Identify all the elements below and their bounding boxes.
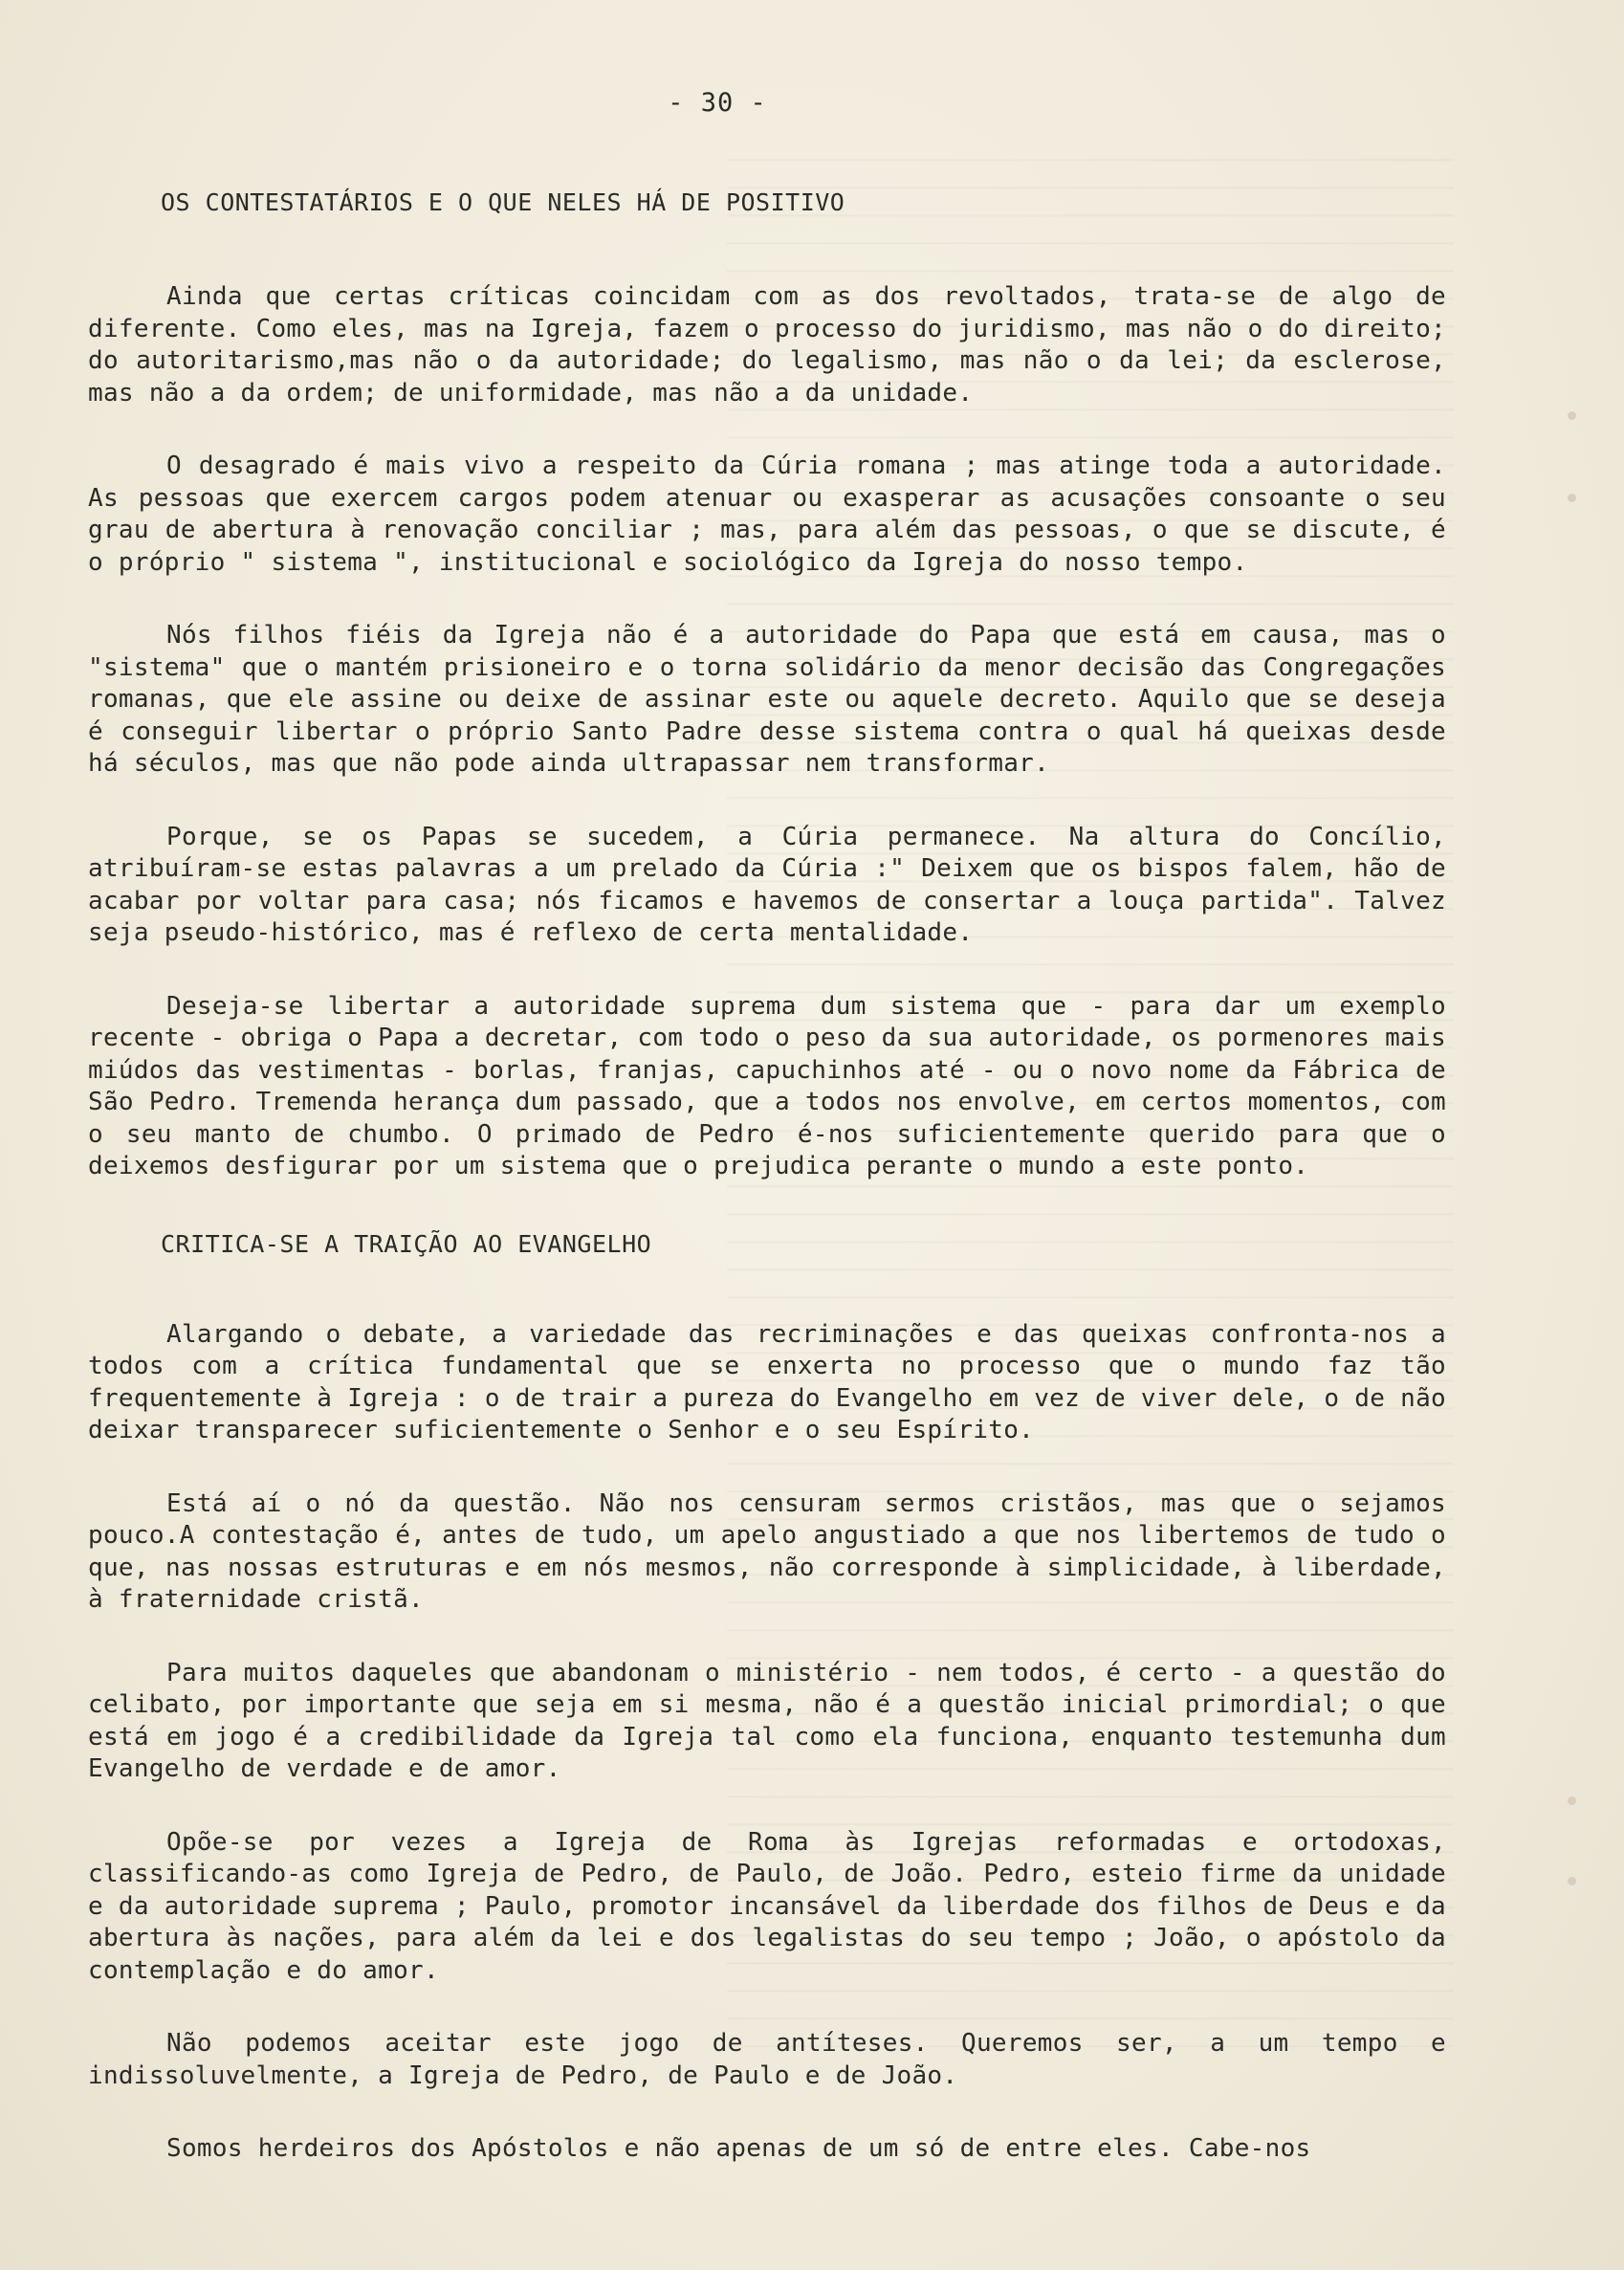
document-body — [88, 187, 1446, 2166]
paragraph: Somos herdeiros dos Apóstolos e não apenas de um só de entre eles. Cabe-nos — [166, 2134, 1311, 2163]
paper-speck — [1568, 411, 1576, 420]
paper-speck — [1568, 1877, 1576, 1885]
paragraph: Alargando o debate, a variedade das recriminações e das queixas confronta-nos a todos com a crítica fundamental que se enxerta no processo que o mundo faz tão frequentemente à Igreja : o de trair a pureza do Evangelho em vez de viver dele, o de não deixar transparecer suficientemente o Senhor e o seu Espírito. — [88, 1319, 1446, 1444]
paragraph: Não podemos aceitar este jogo de antíteses. Queremos ser, a um tempo e indissoluvelmente, a Igreja de Pedro, de Paulo e de João. — [88, 2029, 1446, 2090]
page-number: - 30 - — [668, 88, 767, 118]
paragraph: Deseja-se libertar a autoridade suprema dum sistema que - para dar um exemplo recente - obriga o Papa a decretar, com todo o peso da sua autoridade, os pormenores mais miúdos das vestimentas - borlas, franjas, capuchinhos até - ou o novo nome da Fábrica de São Pedro. Tremenda herança dum passado, que a todos nos envolve, em certos momentos, com o seu manto de chumbo. O primado de Pedro é-nos suficientemente querido para que o deixemos desfigurar por um sistema que o prejudica perante o mundo a este ponto. — [88, 991, 1446, 1180]
section-heading: CRITICA-SE A TRAIÇÃO AO EVANGELHO — [161, 1229, 652, 1258]
section-heading: OS CONTESTATÁRIOS E O QUE NELES HÁ DE POSITIVO — [161, 188, 845, 216]
paragraph: Ainda que certas críticas coincidam com as dos revoltados, trata-se de algo de diferente. Como eles, mas na Igreja, fazem o processo do juridismo, mas não o do direito; do autoritarismo,mas não o da autoridade; do legalismo, mas não o da lei; da esclerose, mas não a da ordem; de uniformidade, mas não a da unidade. — [88, 282, 1446, 408]
paragraph: Está aí o nó da questão. Não nos censuram sermos cristãos, mas que o sejamos pouco.A contestação é, antes de tudo, um apelo angustiado a que nos libertemos de tudo o que, nas nossas estruturas e em nós mesmos, não corresponde à simplicidade, à liberdade, à fraternidade cristã. — [88, 1488, 1446, 1614]
paper-speck — [1568, 1796, 1576, 1805]
paragraph: Nós filhos fiéis da Igreja não é a autoridade do Papa que está em causa, mas o "sistema" que o mantém prisioneiro e o torna solidário da menor decisão das Congregações romanas, que ele assine ou deixe de assinar este ou aquele decreto. Aquilo que se deseja é conseguir libertar o próprio Santo Padre desse sistema contra o qual há queixas desde há séculos, mas que não pode ainda ultrapassar nem transformar. — [88, 621, 1446, 778]
paragraph: Opõe-se por vezes a Igreja de Roma às Igrejas reformadas e ortodoxas, classificando-as como Igreja de Pedro, de Paulo, de João. Pedro, esteio firme da unidade e da autoridade suprema ; Paulo, promotor incansável da liberdade dos filhos de Deus e da abertura às nações, para além da lei e dos legalistas do seu tempo ; João, o apóstolo da contemplação e do amor. — [88, 1827, 1446, 1985]
paragraph: O desagrado é mais vivo a respeito da Cúria romana ; mas atinge toda a autoridade. As pessoas que exercem cargos podem atenuar ou exasperar as acusações consoante o seu grau de abertura à renovação conciliar ; mas, para além das pessoas, o que se discute, é o próprio " sistema ", institucional e sociológico da Igreja do nosso tempo. — [88, 452, 1446, 577]
paragraph: Para muitos daqueles que abandonam o ministério - nem todos, é certo - a questão do celibato, por importante que seja em si mesma, não é a questão inicial primordial; o que está em jogo é a credibilidade da Igreja tal como ela funciona, enquanto testemunha dum Evangelho de verdade e de amor. — [88, 1658, 1446, 1783]
paragraph: Porque, se os Papas se sucedem, a Cúria permanece. Na altura do Concílio, atribuíram-se estas palavras a um prelado da Cúria :" Deixem que os bispos falem, hão de acabar por voltar para casa; nós ficamos e havemos de consertar a louça partida". Talvez seja pseudo-histórico, mas é reflexo de certa mentalidade. — [88, 822, 1446, 947]
paper-speck — [1568, 494, 1576, 502]
